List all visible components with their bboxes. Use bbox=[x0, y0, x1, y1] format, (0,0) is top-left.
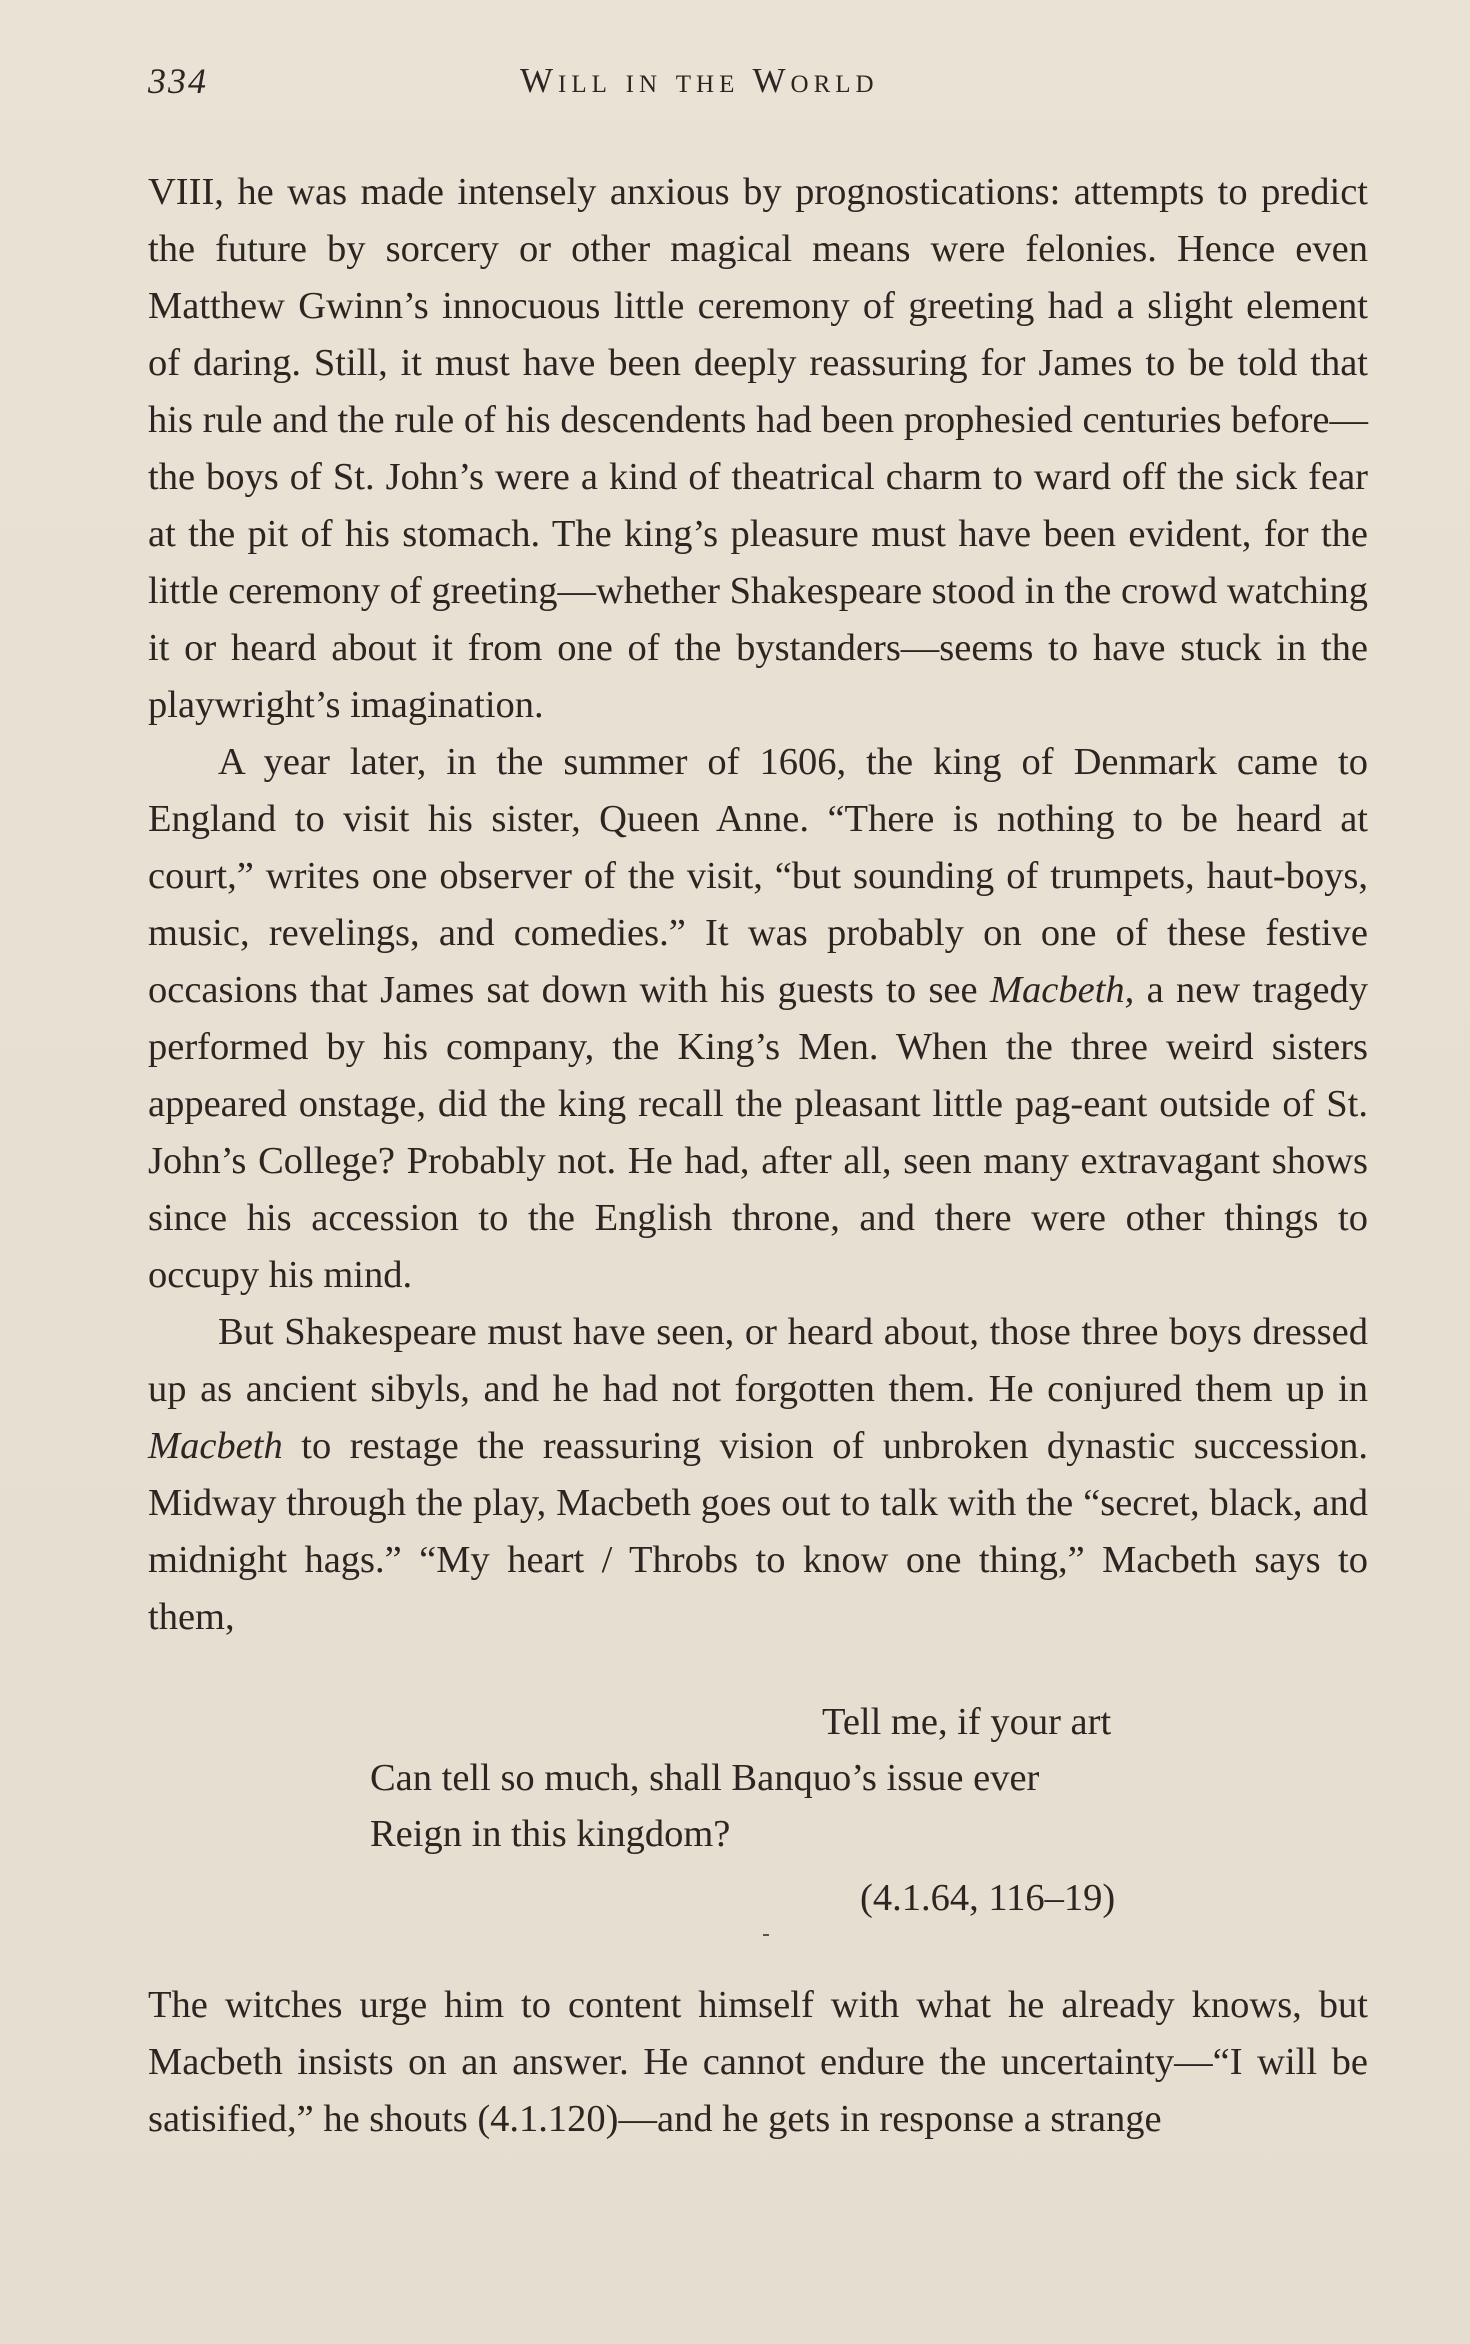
paragraph bbox=[148, 1304, 1368, 1646]
verse-line: Reign in this kingdom? bbox=[370, 1813, 731, 1855]
paragraph-text: a new tragedy performed by his company, the King’s Men. When the three weird sisters appeared onstage, did the king recall the pleasant little pag-eant outside of St. John’s College? Probably not. He had, after all, seen many extravagant shows since his accession to the English throne, and there were other things to occupy his mind. bbox=[148, 969, 1368, 1296]
paragraph-text: The witches urge him to content himself with what he already knows, but Macbeth insists on an answer. He cannot endure the uncertainty—“I will be satisified,” he shouts (4.1.120)—and he gets in response a strange bbox=[148, 1984, 1368, 2140]
play-title: Macbeth, bbox=[989, 969, 1135, 1011]
verse-citation: (4.1.64, 116–19) bbox=[860, 1877, 1116, 1919]
play-title: Macbeth bbox=[148, 1425, 283, 1467]
verse-line: Can tell so much, shall Banquo’s issue ever bbox=[370, 1757, 1040, 1799]
continuation-text bbox=[148, 1977, 1368, 2148]
running-head bbox=[148, 56, 1368, 106]
paragraph-text: VIII, he was made intensely anxious by prognostications: attempts to predict the future by sorcery or other magical means were felonies. Hence even Matthew Gwinn’s innocuous little ceremony of greeting had a slight element of daring. Still, it must have been deeply reassuring for James to be told that his rule and the rule of his descendents had been prophesied centuries before—the boys of St. John’s were a kind of theatrical charm to ward off the sick fear at the pit of his stomach. The king’s pleasure must have been evident, for the little ceremony of greeting—whether Shakespeare stood in the crowd watching it or heard about it from one of the bystanders—seems to have stuck in the playwright’s imagination. bbox=[148, 171, 1368, 726]
body-text bbox=[148, 164, 1368, 1646]
paragraph bbox=[148, 164, 1368, 734]
verse-line: Tell me, if your art bbox=[822, 1701, 1112, 1743]
print-speck bbox=[763, 1934, 769, 1936]
paragraph-text: But Shakespeare must have seen, or heard about, those three boys dressed up as ancient sibyls, and he had not forgotten them. He conjured them up in bbox=[148, 1311, 1368, 1410]
paragraph-text: A year later, in the summer of 1606, the king of Denmark came to England to visit his sister, Queen Anne. “There is nothing to be heard at court,” writes one observer of the visit, “but sounding of trumpets, haut-boys, music, revelings, and comedies.” It was probably on one of these festive occasions that James sat down with his guests to see bbox=[148, 741, 1368, 1011]
paragraph-text: to restage the reassuring vision of unbroken dynastic succession. Midway through the play, Macbeth goes out to talk with the “secret, black, and midnight hags.” “My heart / Throbs to know one thing,” Macbeth says to them, bbox=[148, 1425, 1368, 1638]
paragraph bbox=[148, 734, 1368, 1304]
page-number: 334 bbox=[148, 61, 208, 101]
paragraph bbox=[148, 1977, 1368, 2148]
book-title: Will in the World bbox=[520, 61, 879, 100]
verse-quotation bbox=[370, 1694, 1150, 1926]
